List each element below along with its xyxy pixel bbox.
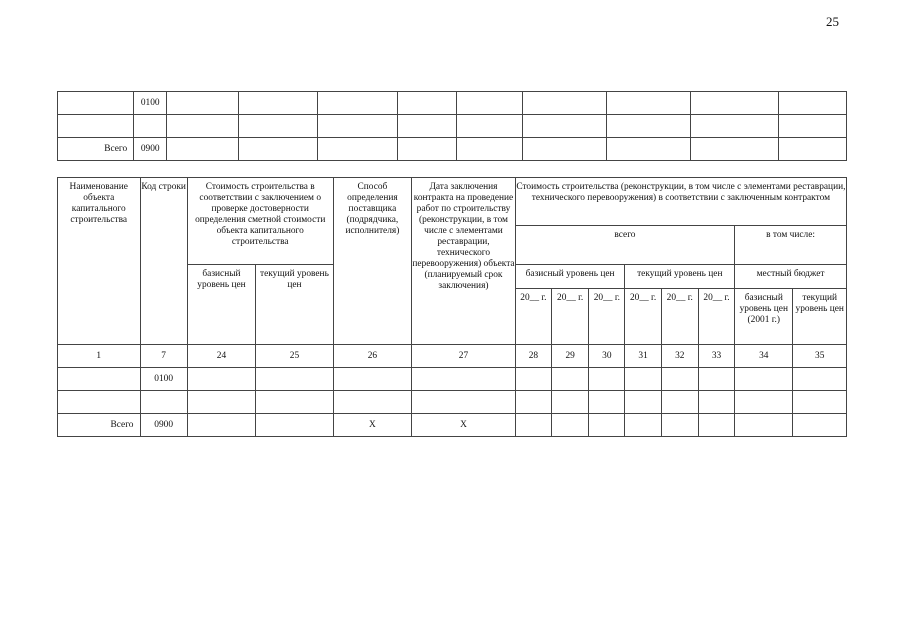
column-number: 28	[515, 345, 551, 368]
column-number: 24	[187, 345, 255, 368]
column-number: 7	[140, 345, 187, 368]
header-year: 20__ г.	[661, 289, 698, 345]
header-row	[58, 178, 847, 226]
supplier-method-cell: Х	[333, 414, 411, 437]
table-row	[58, 368, 847, 391]
column-number: 32	[661, 345, 698, 368]
header-including: в том числе:	[735, 226, 847, 265]
row-code: 0900	[134, 138, 167, 161]
row-label: Всего	[58, 138, 134, 161]
column-number-row	[58, 345, 847, 368]
column-number: 33	[698, 345, 734, 368]
column-number: 29	[552, 345, 589, 368]
header-contract-date: Дата заключения контракта на проведение работ по строительству (реконструкции, в том числе с элементами реставрации, технического перевооружения) объекта (планируемый срок заключения)	[412, 178, 516, 345]
header-code: Код строки	[140, 178, 187, 345]
header-year: 20__ г.	[515, 289, 551, 345]
row-label	[58, 115, 134, 138]
supplier-method-cell	[333, 368, 411, 391]
header-contract-cost: Стоимость строительства (реконструкции, в том числе с элементами реставрации, технического перевооружения) в соответствии с заключенным контрактом	[515, 178, 846, 226]
page-number: 25	[826, 14, 839, 29]
row-code	[140, 391, 187, 414]
header-current-level-short: текущий уровень цен	[793, 289, 847, 345]
row-code: 0100	[134, 92, 167, 115]
supplier-method-cell	[333, 391, 411, 414]
top-table	[57, 91, 847, 161]
header-total: всего	[515, 226, 734, 265]
column-number: 35	[793, 345, 847, 368]
row-code: 0100	[140, 368, 187, 391]
header-year: 20__ г.	[698, 289, 734, 345]
table-row	[58, 115, 847, 138]
column-number: 34	[735, 345, 793, 368]
main-table	[57, 177, 847, 437]
header-basic-level-2001: базисный уровень цен (2001 г.)	[735, 289, 793, 345]
column-number: 27	[412, 345, 516, 368]
row-label	[58, 368, 141, 391]
header-supplier-method: Способ определения поставщика (подрядчика, исполнителя)	[333, 178, 411, 345]
header-basic-level: базисный уровень цен	[187, 265, 255, 345]
row-code: 0900	[140, 414, 187, 437]
header-local-budget: местный бюджет	[735, 265, 847, 289]
row-code	[134, 115, 167, 138]
column-number: 26	[333, 345, 411, 368]
header-year: 20__ г.	[625, 289, 661, 345]
column-number: 1	[58, 345, 141, 368]
header-year: 20__ г.	[552, 289, 589, 345]
column-number: 30	[589, 345, 625, 368]
column-number: 25	[256, 345, 333, 368]
column-number: 31	[625, 345, 661, 368]
header-name: Наименование объекта капитального строительства	[58, 178, 141, 345]
contract-date-cell: Х	[412, 414, 516, 437]
table-row	[58, 138, 847, 161]
header-year: 20__ г.	[589, 289, 625, 345]
header-current-level: текущий уровень цен	[256, 265, 333, 345]
table-row	[58, 92, 847, 115]
table-row	[58, 391, 847, 414]
header-cost-estimate: Стоимость строительства в соответствии с заключением о проверке достоверности определения сметной стоимости объекта капитального строительства	[187, 178, 333, 265]
header-current-level-prices: текущий уровень цен	[625, 265, 735, 289]
row-label	[58, 92, 134, 115]
header-basic-level-prices: базисный уровень цен	[515, 265, 625, 289]
contract-date-cell	[412, 391, 516, 414]
contract-date-cell	[412, 368, 516, 391]
row-label	[58, 391, 141, 414]
row-label: Всего	[58, 414, 141, 437]
table-row	[58, 414, 847, 437]
